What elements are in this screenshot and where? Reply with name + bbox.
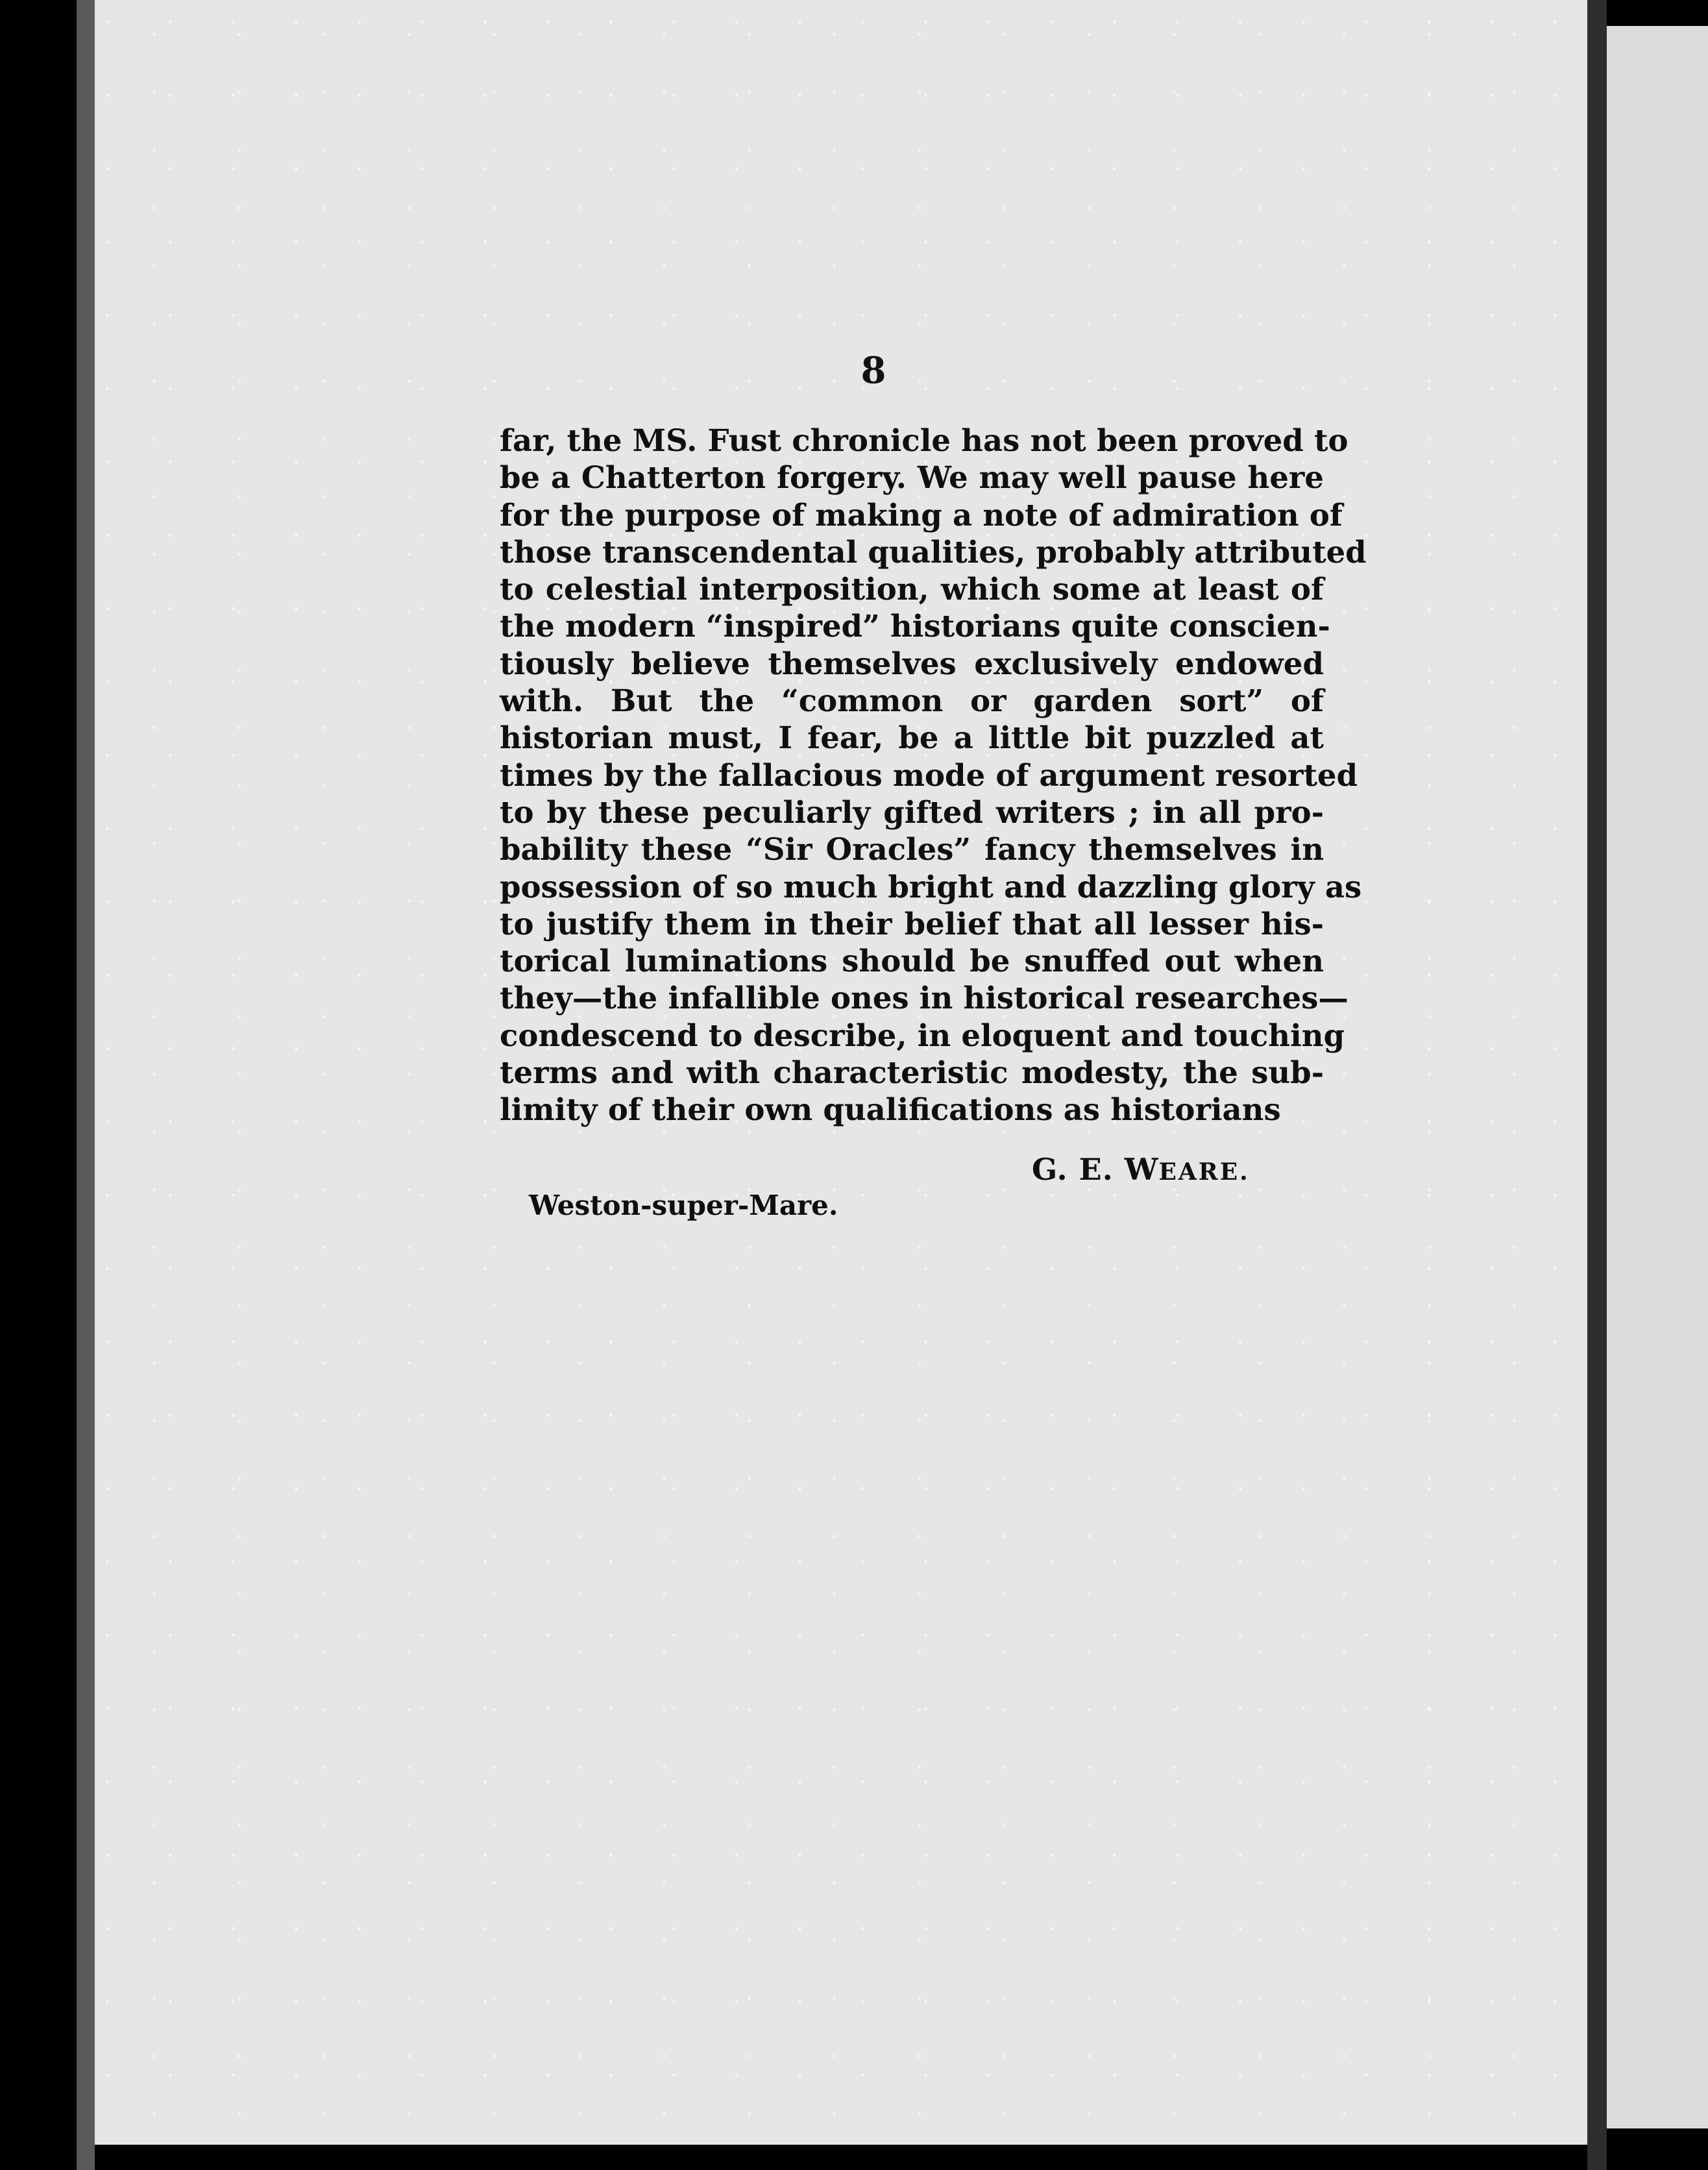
paragraph-line: the modern “inspired” historians quite conscien- — [500, 608, 1330, 644]
paragraph-line: be a Chatterton forgery. We may well pause here — [500, 459, 1324, 496]
paragraph-line: they—the infallible ones in historical researches— — [500, 980, 1348, 1016]
paragraph-line: far, the MS. Fust chronicle has not been proved to — [500, 422, 1348, 458]
paragraph-line: terms and with characteristic modesty, the sub- — [500, 1055, 1324, 1091]
paragraph-line: those transcendental qualities, probably attributed — [500, 533, 1367, 570]
author-signature — [1032, 1152, 1250, 1187]
adjacent-page-sliver — [1607, 26, 1708, 2128]
page-number: 8 — [860, 349, 886, 392]
paragraph-line: historian must, I fear, be a little bit puzzled at — [500, 720, 1324, 756]
place-line: Weston-super-Mare. — [529, 1189, 838, 1221]
paragraph-line: torical luminations should be snuffed out when — [500, 943, 1324, 979]
paragraph-line: to celestial interposition, which some at least of — [500, 571, 1324, 607]
right-page-edge — [1587, 0, 1607, 2170]
signature-surname: EARE. — [1158, 1158, 1250, 1186]
paragraph-line: for the purpose of making a note of admiration of — [500, 496, 1343, 533]
left-page-edge — [77, 0, 95, 2170]
paragraph-line: condescend to describe, in eloquent and touching — [500, 1017, 1345, 1053]
paragraph-line: possession of so much bright and dazzling glory as — [500, 868, 1362, 905]
body-paragraph — [500, 422, 1367, 1128]
paragraph-line: times by the fallacious mode of argument resorted — [500, 757, 1358, 793]
paragraph-line: tiously believe themselves exclusively endowed — [500, 645, 1324, 681]
paragraph-line: to by these peculiarly gifted writers ; in all pro- — [500, 794, 1324, 830]
signature-initials: G. E. W — [1032, 1152, 1159, 1187]
paragraph-line: bability these “Sir Oracles” fancy themselves in — [500, 831, 1324, 868]
paragraph-line: limity of their own qualifications as historians — [500, 1091, 1281, 1128]
paragraph-line: with. But the “common or garden sort” of — [500, 683, 1324, 719]
paragraph-line: to justify them in their belief that all lesser his- — [500, 905, 1324, 942]
